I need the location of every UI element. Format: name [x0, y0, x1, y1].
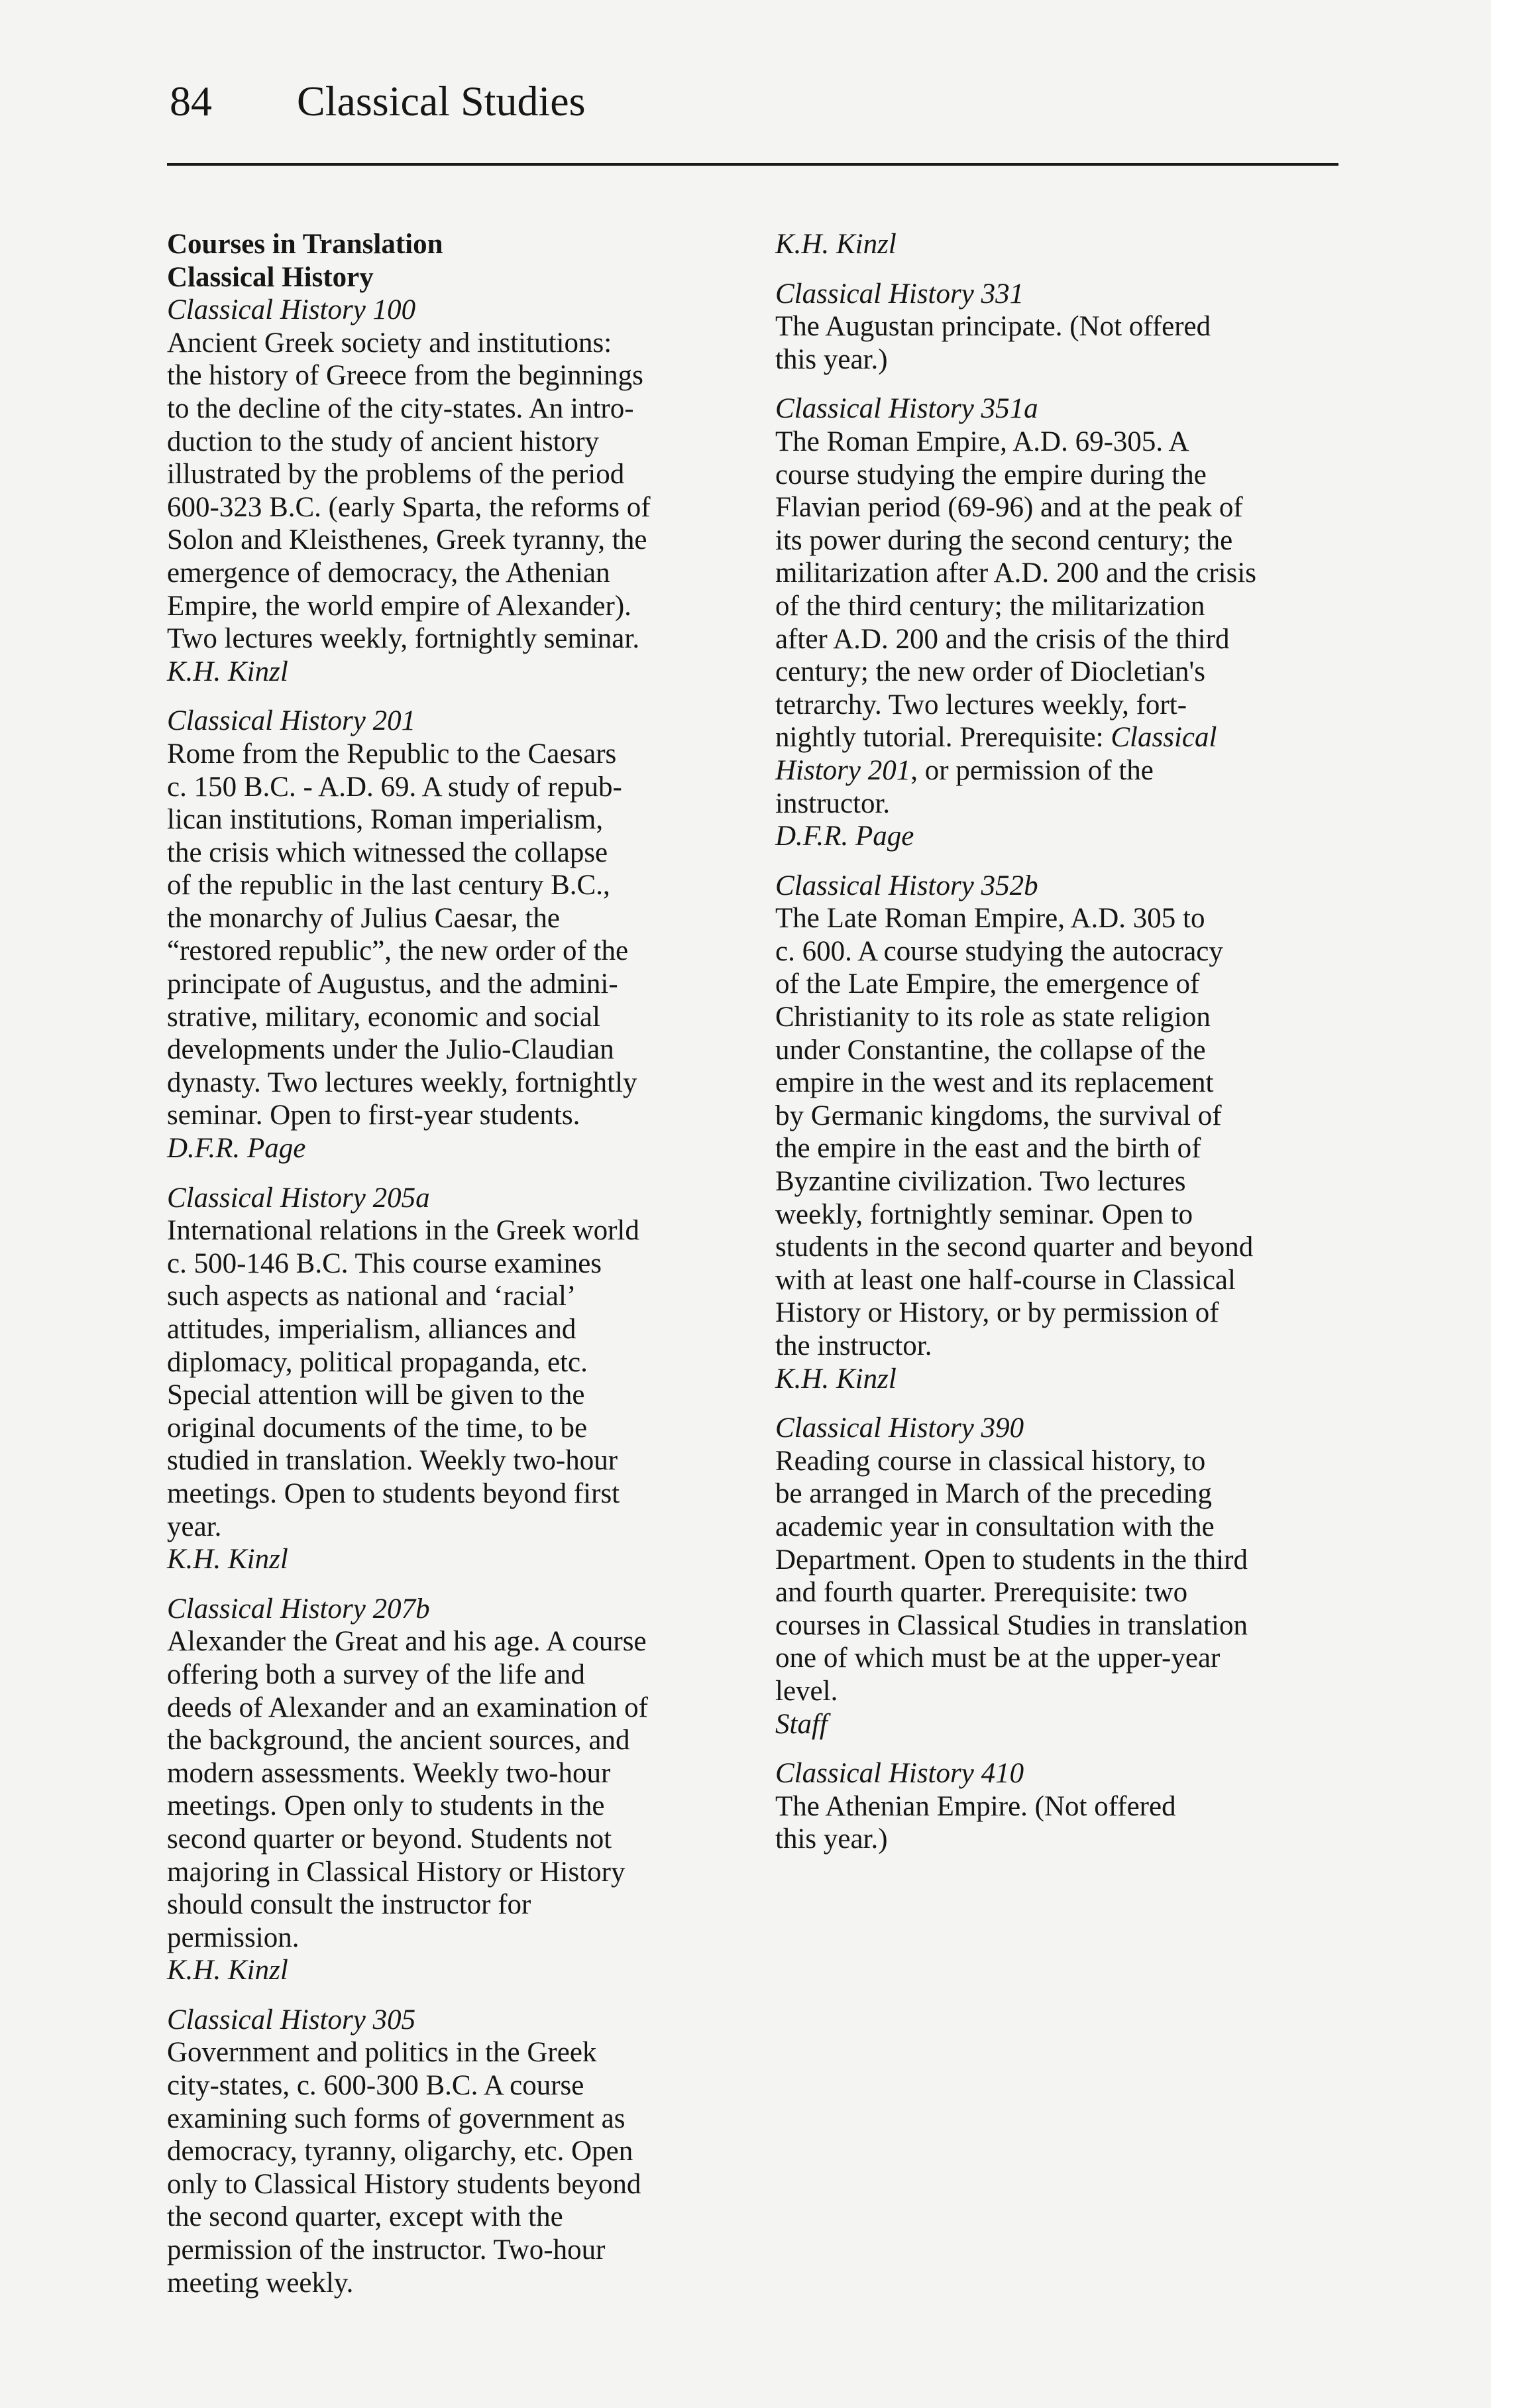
course-entry	[775, 1757, 1332, 1856]
course-instructor: K.H. Kinzl	[775, 1363, 897, 1395]
right-column	[775, 228, 1332, 1872]
course-instructor: Staff	[775, 1708, 828, 1740]
course-entry	[775, 1412, 1332, 1741]
course-entry	[167, 705, 724, 1165]
description-text: , or permission of the instructor.	[775, 754, 1154, 819]
course-instructor: K.H. Kinzl	[167, 656, 288, 687]
course-description: Rome from the Republic to the Caesars c. 150 B.C. - A.D. 69. A study of repub- lican institutions, Roman imperialism, the crisis which witnessed the collapse of the republic in the last century B.C., the monarchy of Julius Caesar, the “restored republic”, the new order of the principate of Augustus, and the admini- strative, military, economic and social developments under the Julio-Claudian dynasty. Two lectures weekly, fortnightly seminar. Open to first-year students.	[167, 738, 637, 1131]
course-entry	[775, 870, 1332, 1396]
course-entry-continued	[775, 228, 1332, 261]
course-entry	[775, 278, 1332, 376]
prerequisite-course: Classical History 201	[775, 722, 1217, 786]
course-entry	[775, 392, 1332, 852]
course-instructor: K.H. Kinzl	[167, 1955, 288, 1986]
description-text: The Roman Empire, A.D. 69-305. A course studying the empire during the Flavian period (69-96) and at the peak of its power during the second century; the militarization after A.D. 200 and the crisis of the third century; the militarization after A.D. 200 and the crisis of the third century; the new order of Diocletian's tetrarchy. Two lectures weekly, fort- nightly tutorial. Prerequisite:	[775, 426, 1257, 754]
section-heading: Courses in Translation	[167, 229, 443, 260]
course-description: Ancient Greek society and institutions: the history of Greece from the beginnings to the decline of the city-states. An intro- duction to the study of ancient history illustrated by the problems of the period 600-323 B.C. (early Sparta, the reforms of Solon and Kleisthenes, Greek tyranny, the emergence of democracy, the Athenian Empire, the world empire of Alexander). Two lectures weekly, fortnightly seminar.	[167, 327, 651, 655]
course-title: Classical History 205a	[167, 1182, 430, 1214]
course-title: Classical History 352b	[775, 870, 1038, 901]
course-instructor: K.H. Kinzl	[167, 1544, 288, 1576]
course-instructor: D.F.R. Page	[775, 821, 914, 852]
course-description: The Athenian Empire. (Not offered this year.)	[775, 1790, 1176, 1855]
page-number: 84	[170, 78, 212, 125]
course-title: Classical History 351a	[775, 393, 1038, 425]
course-entry	[167, 2004, 724, 2299]
course-entry	[167, 1182, 724, 1576]
course-entry	[167, 294, 724, 688]
course-instructor: K.H. Kinzl	[775, 229, 897, 260]
course-description: Government and politics in the Greek city-states, c. 600-300 B.C. A course examining such forms of government as democracy, tyranny, oligarchy, etc. Open only to Classical History students beyond the second quarter, except with the permission of the instructor. Two-hour meeting weekly.	[167, 2037, 641, 2299]
page-margin	[1491, 0, 1524, 2408]
course-title: Classical History 390	[775, 1412, 1024, 1444]
course-instructor: D.F.R. Page	[167, 1133, 306, 1165]
course-description: Alexander the Great and his age. A course offering both a survey of the life and deeds of Alexander and an examination of the background, the ancient sources, and modern assessments. Weekly two-hour meetings. Open only to students in the second quarter or beyond. Students not majoring in Classical History or History should consult the instructor for permission.	[167, 1626, 648, 1953]
course-description: Reading course in classical history, to be arranged in March of the preceding academic year in consultation with the Department. Open to students in the third and fourth quarter. Prerequisite: two courses in Classical Studies in translation one of which must be at the upper-year level.	[775, 1445, 1248, 1707]
course-title: Classical History 100	[167, 294, 416, 326]
course-title: Classical History 331	[775, 278, 1024, 310]
course-title: Classical History 305	[167, 2004, 416, 2035]
course-description: The Late Roman Empire, A.D. 305 to c. 600. A course studying the autocracy of the Late Empire, the emergence of Christianity to its role as state religion under Constantine, the collapse of the empire in the west and its replacement by Germanic kingdoms, the survival of the empire in the east and the birth of Byzantine civilization. Two lectures weekly, fortnightly seminar. Open to students in the second quarter and beyond with at least one half-course in Classical History or History, or by permission of the instructor.	[775, 903, 1254, 1361]
course-title: Classical History 410	[775, 1758, 1024, 1790]
course-description	[775, 426, 1332, 820]
left-column	[167, 228, 724, 2316]
course-description: The Augustan principate. (Not offered this year.)	[775, 311, 1211, 375]
course-title: Classical History 207b	[167, 1593, 430, 1625]
course-title: Classical History 201	[167, 705, 416, 737]
header-rule	[167, 163, 1338, 166]
running-header	[167, 72, 1338, 171]
course-entry	[167, 1593, 724, 1987]
running-head-title: Classical Studies	[297, 78, 586, 125]
subsection-heading: Classical History	[167, 261, 374, 293]
course-description: International relations in the Greek world c. 500-146 B.C. This course examines such aspects as national and ‘racial’ attitudes, imperialism, alliances and diplomacy, political propaganda, etc. Special attention will be given to the original documents of the time, to be studied in translation. Weekly two-hour meetings. Open to students beyond first year.	[167, 1215, 639, 1542]
